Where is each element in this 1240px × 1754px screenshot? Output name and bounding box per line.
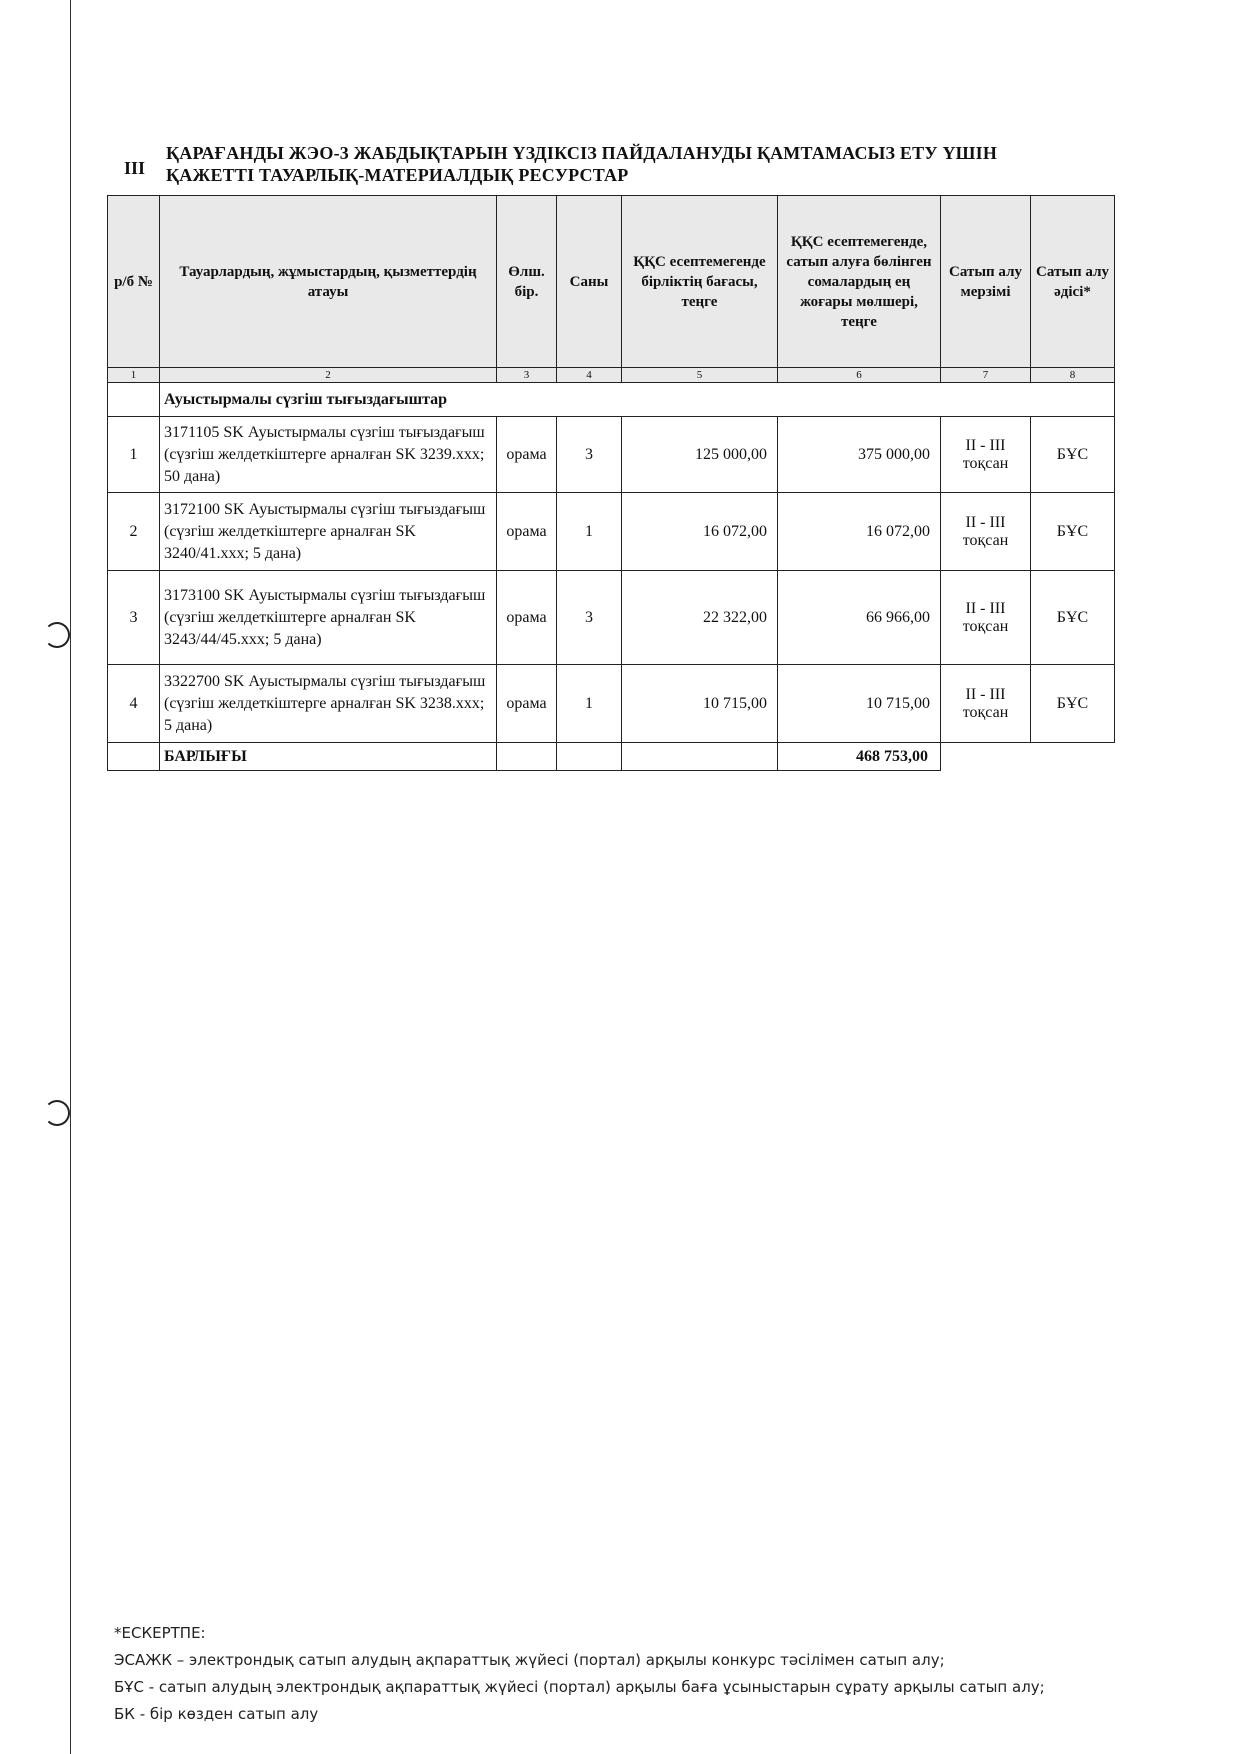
group-row bbox=[108, 383, 1115, 417]
row-name: 3322700 SK Ауыстырмалы сүзгіш тығыздағыш (сүзгіш желдеткіштерге арналған SK 3238.xxx; 5 дана) bbox=[160, 665, 497, 743]
row-num: 1 bbox=[108, 417, 160, 493]
column-index: 8 bbox=[1031, 368, 1115, 383]
binder-hole-mark bbox=[44, 1100, 70, 1126]
row-unit: орама bbox=[497, 493, 557, 571]
header-period: Сатып алу мерзімі bbox=[941, 196, 1031, 368]
row-period: II - III тоқсан bbox=[941, 493, 1031, 571]
row-unit: орама bbox=[497, 665, 557, 743]
table-row bbox=[108, 571, 1115, 665]
row-qty: 3 bbox=[557, 571, 622, 665]
header-unit: Өлш. бір. bbox=[497, 196, 557, 368]
resources-table bbox=[107, 195, 1115, 771]
column-index: 4 bbox=[557, 368, 622, 383]
column-index: 7 bbox=[941, 368, 1031, 383]
row-name: 3172100 SK Ауыстырмалы сүзгіш тығыздағыш (сүзгіш желдеткіштерге арналған SK 3240/41.xxx; 5 дана) bbox=[160, 493, 497, 571]
footnote-heading: *ЕСКЕРТПЕ: bbox=[114, 1624, 206, 1642]
total-value: 468 753,00 bbox=[778, 743, 941, 771]
row-max-amount: 16 072,00 bbox=[778, 493, 941, 571]
left-margin-line bbox=[70, 0, 71, 1754]
row-unit: орама bbox=[497, 571, 557, 665]
column-index: 5 bbox=[622, 368, 778, 383]
row-unit-price: 10 715,00 bbox=[622, 665, 778, 743]
table-header-row bbox=[108, 196, 1115, 368]
row-unit-price: 125 000,00 bbox=[622, 417, 778, 493]
header-qty: Саны bbox=[557, 196, 622, 368]
footnote-line: БК - бір көзден сатып алу bbox=[114, 1705, 319, 1723]
page-title bbox=[166, 142, 1066, 186]
row-qty: 3 bbox=[557, 417, 622, 493]
row-num: 3 bbox=[108, 571, 160, 665]
row-method: БҰС bbox=[1031, 417, 1115, 493]
row-max-amount: 10 715,00 bbox=[778, 665, 941, 743]
row-max-amount: 375 000,00 bbox=[778, 417, 941, 493]
header-name: Тауарлардың, жұмыстардың, қызметтердің атауы bbox=[160, 196, 497, 368]
column-index: 2 bbox=[160, 368, 497, 383]
total-row bbox=[108, 743, 1115, 771]
column-index: 3 bbox=[497, 368, 557, 383]
row-num: 4 bbox=[108, 665, 160, 743]
binder-hole-mark bbox=[44, 622, 70, 648]
title-line-1: ҚАРАҒАНДЫ ЖЭО-3 ЖАБДЫҚТАРЫН ҮЗДІКСІЗ ПАЙДАЛАНУДЫ ҚАМТАМАСЫЗ ЕТУ ҮШІН bbox=[166, 143, 998, 163]
table-row bbox=[108, 417, 1115, 493]
table-row bbox=[108, 493, 1115, 571]
row-method: БҰС bbox=[1031, 665, 1115, 743]
footnote-line: БҰС - сатып алудың электрондық ақпараттық жүйесі (портал) арқылы баға ұсыныстарын сұрату арқылы сатып алу; bbox=[114, 1678, 1045, 1696]
row-unit-price: 16 072,00 bbox=[622, 493, 778, 571]
header-unit-price: ҚҚС есептемегенде бірліктің бағасы, теңге bbox=[622, 196, 778, 368]
row-max-amount: 66 966,00 bbox=[778, 571, 941, 665]
column-index: 1 bbox=[108, 368, 160, 383]
row-num: 2 bbox=[108, 493, 160, 571]
header-max-amount: ҚҚС есептемегенде, сатып алуға бөлінген сомалардың ең жоғары мөлшері, теңге bbox=[778, 196, 941, 368]
header-method: Сатып алу әдісі* bbox=[1031, 196, 1115, 368]
group-title: Ауыстырмалы сүзгіш тығыздағыштар bbox=[160, 383, 1115, 417]
column-index-row bbox=[108, 368, 1115, 383]
header-num: р/б № bbox=[108, 196, 160, 368]
row-qty: 1 bbox=[557, 493, 622, 571]
row-unit: орама bbox=[497, 417, 557, 493]
footnote bbox=[114, 1620, 1045, 1728]
section-number: III bbox=[124, 158, 146, 178]
footnote-line: ЭСАЖК – электрондық сатып алудың ақпараттық жүйесі (портал) арқылы конкурс тәсілімен сатып алу; bbox=[114, 1651, 945, 1669]
row-unit-price: 22 322,00 bbox=[622, 571, 778, 665]
total-label: БАРЛЫҒЫ bbox=[160, 743, 497, 771]
row-qty: 1 bbox=[557, 665, 622, 743]
column-index: 6 bbox=[778, 368, 941, 383]
row-method: БҰС bbox=[1031, 493, 1115, 571]
row-period: II - III тоқсан bbox=[941, 665, 1031, 743]
row-method: БҰС bbox=[1031, 571, 1115, 665]
title-line-2: ҚАЖЕТТІ ТАУАРЛЫҚ-МАТЕРИАЛДЫҚ РЕСУРСТАР bbox=[166, 165, 629, 185]
row-name: 3173100 SK Ауыстырмалы сүзгіш тығыздағыш (сүзгіш желдеткіштерге арналған SK 3243/44/45.xxx; 5 дана) bbox=[160, 571, 497, 665]
table-row bbox=[108, 665, 1115, 743]
row-period: II - III тоқсан bbox=[941, 417, 1031, 493]
row-period: II - III тоқсан bbox=[941, 571, 1031, 665]
row-name: 3171105 SK Ауыстырмалы сүзгіш тығыздағыш (сүзгіш желдеткіштерге арналған SK 3239.xxx; 50 дана) bbox=[160, 417, 497, 493]
